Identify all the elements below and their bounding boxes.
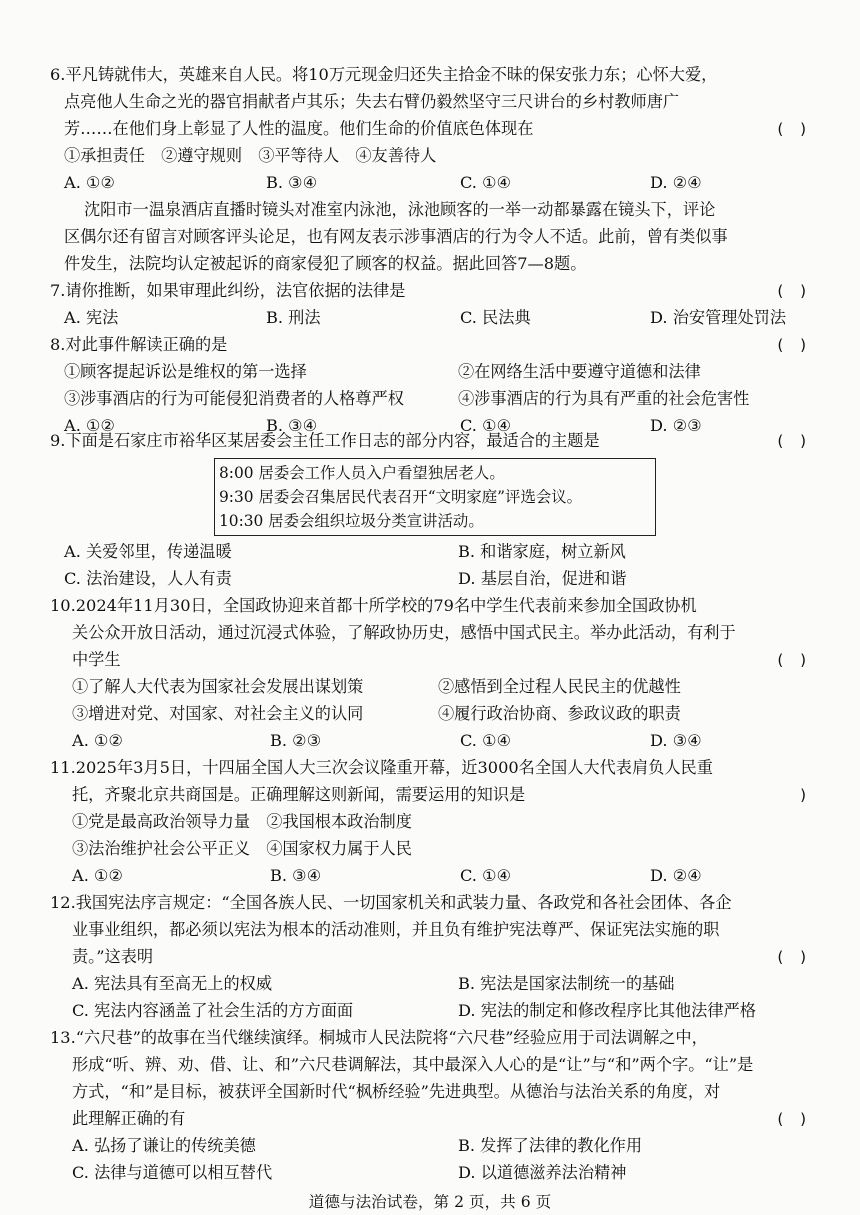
choice-c: C. ①④ [460, 866, 512, 885]
q12-choices-1 [0, 971, 860, 997]
choice-c: C. 法律与道德可以相互替代 [72, 1163, 273, 1182]
choice-d: D. 基层自治，促进和谐 [458, 569, 627, 588]
q11-line-1: 11.2025年3月5日，十四届全国人大三次会议隆重开幕，近3000名全国人大代表肩负人民重 [50, 758, 713, 777]
choice-a: A. ①② [64, 416, 116, 435]
q12-choices-2 [0, 998, 860, 1024]
q8-stem: 8.对此事件解读正确的是 ( ) [0, 332, 860, 358]
choice-a: A. 宪法具有至高无上的权威 [72, 974, 273, 993]
log-entry: 8:00 居委会工作人员入户看望独居老人。 [219, 464, 505, 482]
choice-b: B. 和谐家庭，树立新风 [458, 542, 626, 561]
choice-a: A. ①② [72, 866, 124, 885]
choice-a: A. 弘扬了谦让的传统美德 [72, 1136, 256, 1155]
q11-options-2: ③法治维护社会公平正义 ④国家权力属于人民 [72, 839, 412, 858]
choice-c: C. 法治建设，人人有责 [64, 569, 232, 588]
q7-stem: 7.请你推断，如果审理此纠纷，法官依据的法律是 ( ) [0, 278, 860, 304]
choice-b: B. ③④ [266, 416, 318, 435]
q11-line-2: 托，齐聚北京共商国是。正确理解这则新闻，需要运用的知识是 ) [0, 782, 860, 808]
choice-b: B. 刑法 [266, 308, 321, 327]
choice-c: C. 宪法内容涵盖了社会生活的方方面面 [72, 1001, 354, 1020]
choice-d: D. 宪法的制定和修改程序比其他法律严格 [458, 1001, 756, 1020]
q6-options: ①承担责任 ②遵守规则 ③平等待人 ④友善待人 [64, 146, 437, 165]
log-entry: 10:30 居委会组织垃圾分类宣讲活动。 [219, 512, 484, 530]
work-log-box [214, 458, 656, 536]
answer-paren: ) [800, 786, 812, 804]
q6-choices [0, 170, 860, 196]
q13-line-2: 形成“听、辨、劝、借、让、和”六尺巷调解法，其中最深入人心的是“让”与“和”两个字。“让”是 [72, 1055, 754, 1074]
choice-d: D. ②④ [650, 173, 702, 192]
choice-d: D. ③④ [650, 731, 702, 750]
q8-options-2: ③涉事酒店的行为可能侵犯消费者的人格尊严权 ④涉事酒店的行为具有严重的社会危害性 [64, 389, 750, 408]
q10-choices [0, 728, 860, 754]
answer-paren: ( ) [777, 948, 812, 966]
passage-line-2: 区偶尔还有留言对顾客评头论足，也有网友表示涉事酒店的行为令人不适。此前，曾有类似事 [64, 227, 728, 246]
q10-line-1: 10.2024年11月30日，全国政协迎来首都十所学校的79名中学生代表前来参加全国政协机 [50, 596, 697, 615]
q13-choices-2 [0, 1160, 860, 1186]
choice-c: C. 民法典 [460, 308, 531, 327]
page-footer: 道德与法治试卷，第 2 页，共 6 页 [308, 1193, 552, 1211]
q11-options-1: ①党是最高政治领导力量 ②我国根本政治制度 [72, 812, 412, 831]
choice-b: B. ②③ [270, 731, 322, 750]
choice-a: A. ①② [72, 731, 124, 750]
choice-d: D. 治安管理处罚法 [650, 308, 787, 327]
choice-c: C. ①④ [460, 416, 512, 435]
answer-paren: ( ) [777, 1110, 812, 1128]
q9-choices-1 [0, 539, 860, 565]
answer-paren: ( ) [777, 120, 812, 138]
choice-b: B. 发挥了法律的教化作用 [458, 1136, 643, 1155]
q12-line-1: 12.我国宪法序言规定：“全国各族人民、一切国家机关和武装力量、各政党和各社会团体、各企 [50, 893, 732, 912]
passage-line-3: 件发生，法院均认定被起诉的商家侵犯了顾客的权益。据此回答7—8题。 [64, 254, 587, 273]
q10-options-2: ③增进对党、对国家、对社会主义的认同 ④履行政治协商、参政议政的职责 [72, 704, 681, 723]
q12-line-3: 责。”这表明 ( ) [0, 944, 860, 970]
q6-line-1: 6.平凡铸就伟大，英雄来自人民。将10万元现金归还失主拾金不昧的保安张力东；心怀大爱， [50, 65, 718, 84]
answer-paren: ( ) [777, 651, 812, 669]
choice-b: B. 宪法是国家法制统一的基础 [458, 974, 675, 993]
q9-choices-2 [0, 566, 860, 592]
choice-d: D. ②④ [650, 866, 702, 885]
q10-line-2: 关公众开放日活动，通过沉浸式体验，了解政协历史，感悟中国式民主。举办此活动，有利于 [72, 623, 736, 642]
choice-b: B. ③④ [266, 173, 318, 192]
q6-line-2: 点亮他人生命之光的器官捐献者卢其乐；失去右臂仍毅然坚守三尺讲台的乡村教师唐广 [64, 92, 680, 111]
q12-line-2: 业事业组织，都必须以宪法为根本的活动准则，并且负有维护宪法尊严、保证宪法实施的职 [72, 920, 720, 939]
q13-choices-1 [0, 1133, 860, 1159]
choice-c: C. ①④ [460, 731, 512, 750]
passage-line-1: 沈阳市一温泉酒店直播时镜头对准室内泳池，泳池顾客的一举一动都暴露在镜头下，评论 [84, 200, 716, 219]
q11-choices [0, 863, 860, 889]
q13-line-1: 13.“六尺巷”的故事在当代继续演绎。桐城市人民法院将“六尺巷”经验应用于司法调解之中， [50, 1028, 708, 1047]
q7-choices [0, 305, 860, 331]
choice-a: A. 宪法 [64, 308, 119, 327]
choice-c: C. ①④ [460, 173, 512, 192]
choice-a: A. ①② [64, 173, 116, 192]
answer-paren: ( ) [777, 432, 812, 450]
log-entry: 9:30 居委会召集居民代表召开“文明家庭”评选会议。 [219, 488, 583, 506]
q13-line-3: 方式，“和”是目标，被获评全国新时代“枫桥经验”先进典型。从德治与法治关系的角度，对 [72, 1082, 721, 1101]
q10-line-3: 中学生 ( ) [0, 647, 860, 673]
q8-options-1: ①顾客提起诉讼是维权的第一选择 ②在网络生活中要遵守道德和法律 [64, 362, 701, 381]
answer-paren: ( ) [777, 282, 812, 300]
choice-d: D. ②③ [650, 416, 702, 435]
q13-line-4: 此理解正确的有 ( ) [0, 1106, 860, 1132]
q10-options-1: ①了解人大代表为国家社会发展出谋划策 ②感悟到全过程人民民主的优越性 [72, 677, 681, 696]
q9-stem: 9.下面是石家庄市裕华区某居委会主任工作日志的部分内容，最适合的主题是 ( ) [0, 428, 860, 454]
choice-a: A. 关爱邻里，传递温暖 [64, 542, 232, 561]
choice-d: D. 以道德滋养法治精神 [458, 1163, 627, 1182]
choice-b: B. ③④ [270, 866, 322, 885]
q6-line-3: 芳……在他们身上彰显了人性的温度。他们生命的价值底色体现在 ( ) [0, 116, 860, 142]
answer-paren: ( ) [777, 336, 812, 354]
